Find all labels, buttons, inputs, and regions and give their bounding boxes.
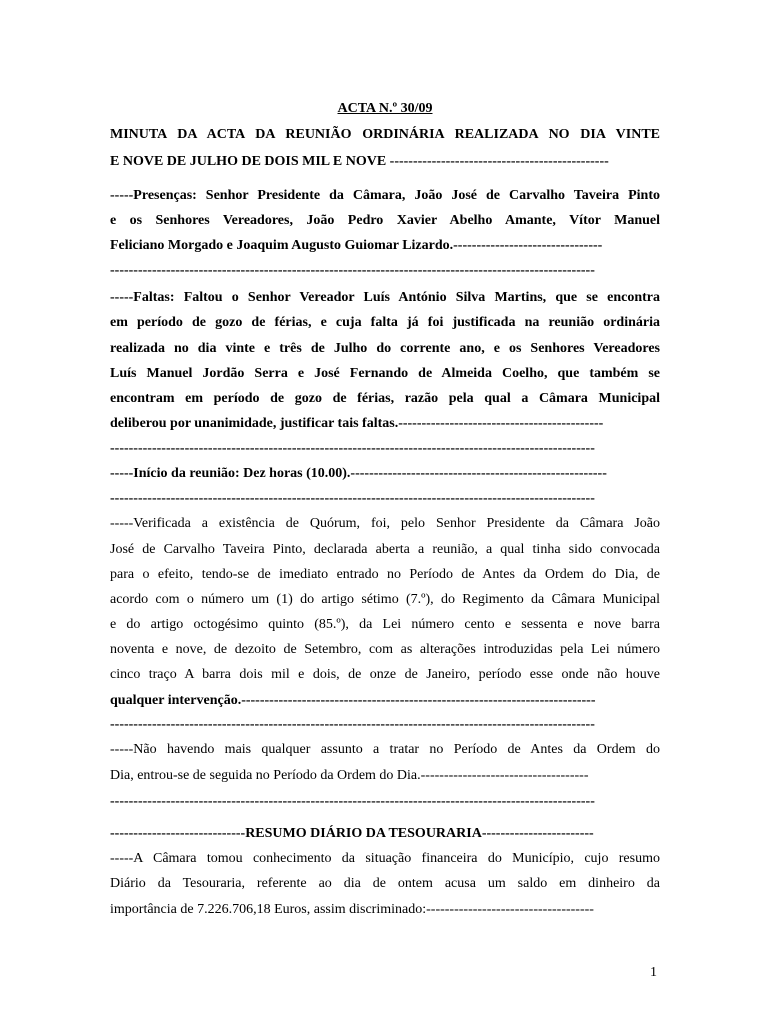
order-of-day-line-2: Dia, entrou-se de seguida no Período da Ordem do Dia.------------------------------------ bbox=[110, 768, 589, 783]
document-title: ACTA N.º 30/09 bbox=[337, 101, 433, 116]
treasury-line-1: -----A Câmara tomou conhecimento da situação financeira do Município, cujo resumo bbox=[110, 851, 660, 866]
separator-line: -------------------------------------------------------------------------------------------------------- bbox=[110, 491, 595, 506]
page-number: 1 bbox=[650, 965, 657, 980]
separator-line: -------------------------------------------------------------------------------------------------------- bbox=[110, 263, 595, 278]
minute-heading-line-2: E NOVE DE JULHO DE DOIS MIL E NOVE ----------------------------------------------- bbox=[110, 154, 609, 169]
treasury-heading: -----------------------------RESUMO DIÁRIO DA TESOURARIA------------------------ bbox=[110, 826, 594, 841]
absences-line-6: deliberou por unanimidade, justificar tais faltas.-------------------------------------------- bbox=[110, 416, 604, 431]
quorum-line-3: para o efeito, tendo-se de imediato entrado no Período de Antes da Ordem do Dia, de bbox=[110, 567, 660, 582]
meeting-start-line: -----Início da reunião: Dez horas (10.00).------------------------------------------------------- bbox=[110, 466, 607, 481]
separator-line: -------------------------------------------------------------------------------------------------------- bbox=[110, 441, 595, 456]
quorum-line-6: noventa e nove, de dezoito de Setembro, com as alterações introduzidas pela Lei número bbox=[110, 642, 660, 657]
separator-line: -------------------------------------------------------------------------------------------------------- bbox=[110, 717, 595, 732]
presences-line-3: Feliciano Morgado e Joaquim Augusto Guiomar Lizardo.-------------------------------- bbox=[110, 238, 603, 253]
quorum-line-7: cinco traço A barra dois mil e dois, de onze de Janeiro, período esse onde não houve bbox=[110, 667, 660, 682]
quorum-line-1: -----Verificada a existência de Quórum, foi, pelo Senhor Presidente da Câmara João bbox=[110, 516, 660, 531]
quorum-line-2: José de Carvalho Taveira Pinto, declarada aberta a reunião, a qual tinha sido convocada bbox=[110, 542, 660, 557]
quorum-line-8: qualquer intervenção.---------------------------------------------------------------------------- bbox=[110, 693, 596, 708]
minute-heading-line-1: MINUTA DA ACTA DA REUNIÃO ORDINÁRIA REALIZADA NO DIA VINTE bbox=[110, 127, 660, 142]
presences-line-2: e os Senhores Vereadores, João Pedro Xavier Abelho Amante, Vítor Manuel bbox=[110, 213, 660, 228]
treasury-line-2: Diário da Tesouraria, referente ao dia de ontem acusa um saldo em dinheiro da bbox=[110, 876, 660, 891]
absences-line-4: Luís Manuel Jordão Serra e José Fernando de Almeida Coelho, que também se bbox=[110, 366, 660, 381]
order-of-day-line-1: -----Não havendo mais qualquer assunto a tratar no Período de Antes da Ordem do bbox=[110, 742, 660, 757]
absences-line-5: encontram em período de gozo de férias, razão pela qual a Câmara Municipal bbox=[110, 391, 660, 406]
absences-line-3: realizada no dia vinte e três de Julho do corrente ano, e os Senhores Vereadores bbox=[110, 341, 660, 356]
absences-line-2: em período de gozo de férias, e cuja falta já foi justificada na reunião ordinária bbox=[110, 315, 660, 330]
quorum-line-5: e do artigo octogésimo quinto (85.º), da Lei número cento e sessenta e nove barra bbox=[110, 617, 660, 632]
absences-line-1: -----Faltas: Faltou o Senhor Vereador Luís António Silva Martins, que se encontra bbox=[110, 290, 660, 305]
treasury-line-3: importância de 7.226.706,18 Euros, assim discriminado:------------------------------------ bbox=[110, 902, 594, 917]
separator-line: -------------------------------------------------------------------------------------------------------- bbox=[110, 794, 595, 809]
quorum-line-4: acordo com o número um (1) do artigo sétimo (7.º), do Regimento da Câmara Municipal bbox=[110, 592, 660, 607]
presences-line-1: -----Presenças: Senhor Presidente da Câmara, João José de Carvalho Taveira Pinto bbox=[110, 188, 660, 203]
